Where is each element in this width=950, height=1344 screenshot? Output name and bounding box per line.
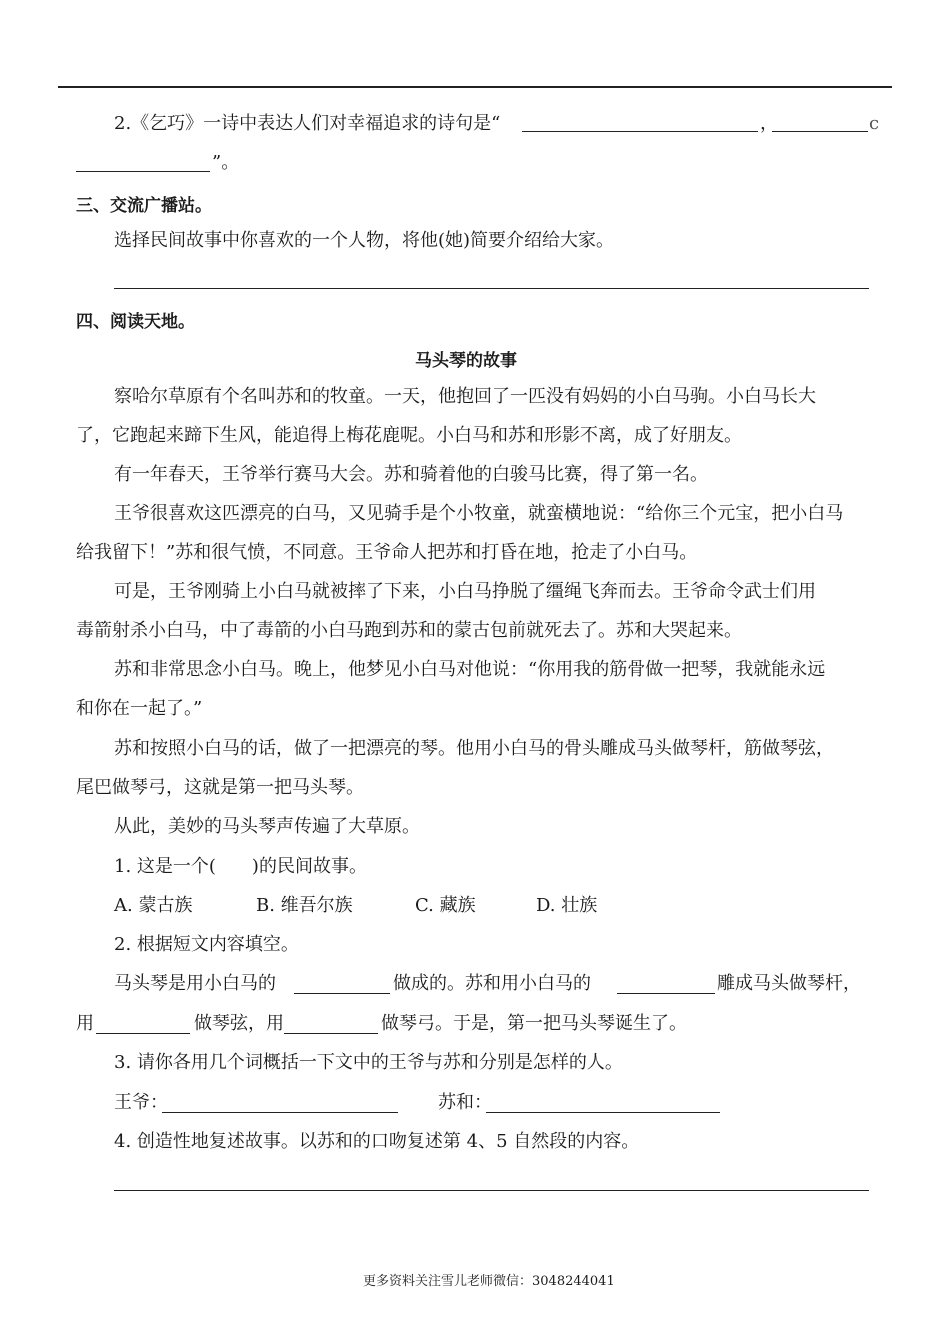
fill-blank-bone[interactable]: [294, 993, 390, 994]
fill-blank-string[interactable]: [96, 1033, 190, 1034]
answer-blank-3[interactable]: [76, 171, 210, 172]
story-paragraph: 王爷很喜欢这匹漂亮的白马，又见骑手是个小牧童，就蛮横地说：“给你三个元宝，把小白马: [114, 503, 844, 524]
fill-text: 马头琴是用小白马的: [114, 973, 276, 994]
story-paragraph: 从此，美妙的马头琴声传遍了大草原。: [114, 816, 420, 837]
fill-blank-bow[interactable]: [284, 1033, 378, 1034]
story-paragraph: 毒箭射杀小白马，中了毒箭的小白马跑到苏和的蒙古包前就死去了。苏和大哭起来。: [76, 620, 742, 641]
fill-text: 做成的。苏和用小白马的: [393, 973, 591, 994]
option-d[interactable]: D. 壮族: [536, 895, 598, 916]
question-1: 1. 这是一个( )的民间故事。: [114, 856, 367, 877]
story-paragraph: 苏和按照小白马的话，做了一把漂亮的琴。他用小白马的骨头雕成马头做琴杆，筋做琴弦，: [114, 738, 834, 759]
story-paragraph: 有一年春天，王爷举行赛马大会。苏和骑着他的白骏马比赛，得了第一名。: [114, 464, 708, 485]
fill-text: 做琴弓。于是，第一把马头琴诞生了。: [381, 1013, 687, 1034]
suhe-label: 苏和：: [438, 1092, 492, 1113]
option-b[interactable]: B. 维吾尔族: [256, 895, 353, 916]
poem-cut-mark: c: [869, 113, 880, 134]
story-paragraph: 和你在一起了。”: [76, 698, 203, 719]
section3-heading: 三、交流广播站。: [76, 196, 212, 216]
question-3: 3. 请你各用几个词概括一下文中的王爷与苏和分别是怎样的人。: [114, 1052, 623, 1073]
answer-blank-2[interactable]: [772, 131, 868, 132]
fill-blank-head[interactable]: [617, 993, 715, 994]
story-title: 马头琴的故事: [415, 351, 517, 371]
top-rule: [58, 86, 892, 88]
question-2: 2. 根据短文内容填空。: [114, 934, 299, 955]
story-paragraph: 尾巴做琴弓，这就是第一把马头琴。: [76, 777, 364, 798]
answer-blank-1[interactable]: [522, 131, 758, 132]
poem-question: 2.《乞巧》一诗中表达人们对幸福追求的诗句是“: [114, 113, 501, 134]
footer-note: 更多资料关注雪儿老师微信：3048244041: [363, 1274, 615, 1289]
question-4: 4. 创造性地复述故事。以苏和的口吻复述第 4、5 自然段的内容。: [114, 1131, 640, 1152]
section4-heading: 四、阅读天地。: [76, 312, 195, 332]
fill-text: 做琴弦，用: [194, 1013, 284, 1034]
poem-end: ”。: [212, 152, 240, 173]
option-a[interactable]: A. 蒙古族: [114, 895, 193, 916]
section3-prompt: 选择民间故事中你喜欢的一个人物，将他(她)简要介绍给大家。: [114, 230, 615, 251]
wangye-answer-line[interactable]: [162, 1112, 398, 1113]
story-paragraph: 可是，王爷刚骑上小白马就被摔了下来，小白马挣脱了缰绳飞奔而去。王爷命令武士们用: [114, 581, 816, 602]
wangye-label: 王爷：: [114, 1092, 168, 1113]
story-paragraph: 了，它跑起来蹄下生风，能追得上梅花鹿呢。小白马和苏和形影不离，成了好朋友。: [76, 425, 742, 446]
section3-answer-line[interactable]: [114, 288, 869, 289]
fill-text: 用: [76, 1013, 94, 1034]
story-paragraph: 察哈尔草原有个名叫苏和的牧童。一天，他抱回了一匹没有妈妈的小白马驹。小白马长大: [114, 386, 816, 407]
suhe-answer-line[interactable]: [486, 1112, 720, 1113]
story-paragraph: 苏和非常思念小白马。晚上，他梦见小白马对他说：“你用我的筋骨做一把琴，我就能永远: [114, 659, 826, 680]
story-paragraph: 给我留下！”苏和很气愤，不同意。王爷命人把苏和打昏在地，抢走了小白马。: [76, 542, 698, 563]
poem-comma: ，: [760, 113, 778, 134]
option-c[interactable]: C. 藏族: [415, 895, 476, 916]
fill-text: 雕成马头做琴杆，: [717, 973, 861, 994]
question-4-answer-line[interactable]: [114, 1190, 869, 1191]
